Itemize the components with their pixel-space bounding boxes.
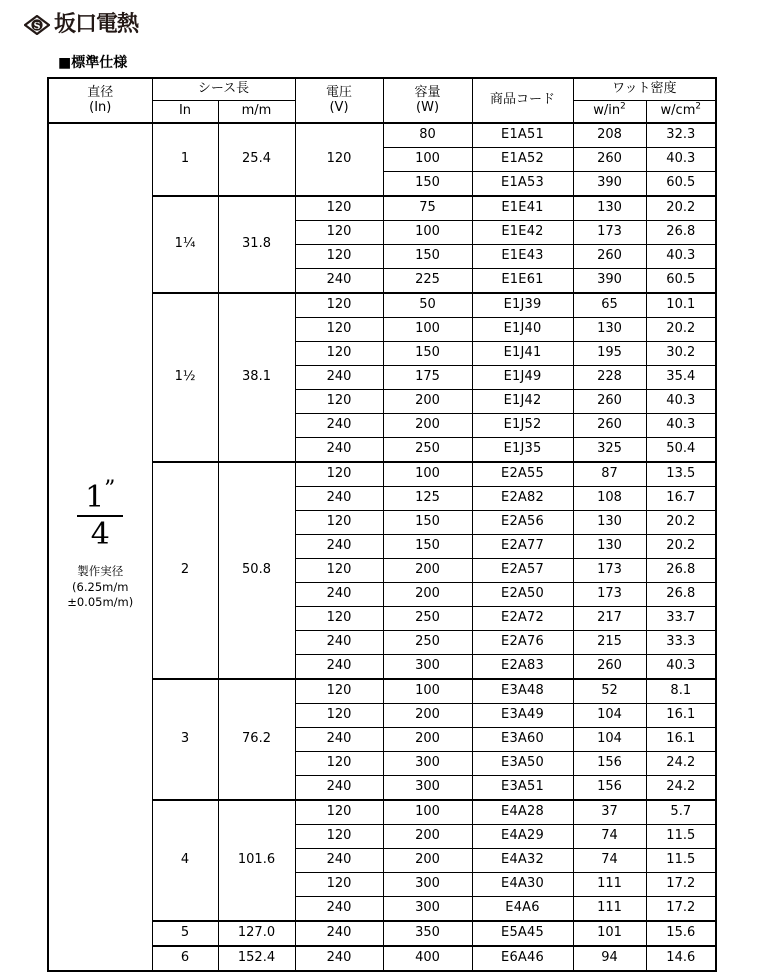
product-code-cell: E1J42 bbox=[472, 390, 573, 414]
diameter-cell bbox=[48, 123, 152, 971]
product-code-cell: E1E43 bbox=[472, 245, 573, 269]
voltage-cell: 240 bbox=[295, 487, 383, 511]
voltage-cell: 240 bbox=[295, 631, 383, 655]
watt-density-cm2-cell: 8.1 bbox=[646, 679, 716, 704]
capacity-cell: 300 bbox=[383, 873, 472, 897]
product-code-cell: E3A50 bbox=[472, 752, 573, 776]
product-code-cell: E1A51 bbox=[472, 123, 573, 148]
capacity-cell: 200 bbox=[383, 583, 472, 607]
header-product-code: 商品コード bbox=[472, 78, 573, 123]
sheath-length-in-cell: 4 bbox=[152, 800, 218, 921]
watt-density-cm2-cell: 5.7 bbox=[646, 800, 716, 825]
sheath-length-in-cell: 3 bbox=[152, 679, 218, 800]
voltage-cell: 120 bbox=[295, 123, 383, 196]
sheath-length-in-cell: 1 bbox=[152, 123, 218, 196]
capacity-cell: 250 bbox=[383, 438, 472, 463]
voltage-cell: 240 bbox=[295, 535, 383, 559]
watt-density-in2-cell: 325 bbox=[573, 438, 646, 463]
voltage-cell: 120 bbox=[295, 511, 383, 535]
header-sheath-mm: m/m bbox=[218, 101, 295, 124]
product-code-cell: E3A51 bbox=[472, 776, 573, 801]
product-code-cell: E4A32 bbox=[472, 849, 573, 873]
capacity-cell: 300 bbox=[383, 897, 472, 922]
capacity-cell: 200 bbox=[383, 704, 472, 728]
watt-density-in2-cell: 156 bbox=[573, 752, 646, 776]
watt-density-in2-cell: 104 bbox=[573, 704, 646, 728]
sheath-length-mm-cell: 31.8 bbox=[218, 196, 295, 293]
watt-density-in2-cell: 215 bbox=[573, 631, 646, 655]
header-voltage-unit: (V) bbox=[329, 99, 349, 115]
capacity-cell: 80 bbox=[383, 123, 472, 148]
product-code-cell: E2A77 bbox=[472, 535, 573, 559]
sheath-length-in-cell: 1¼ bbox=[152, 196, 218, 293]
watt-density-in2-cell: 173 bbox=[573, 221, 646, 245]
capacity-cell: 100 bbox=[383, 318, 472, 342]
product-code-cell: E1E42 bbox=[472, 221, 573, 245]
voltage-cell: 120 bbox=[295, 752, 383, 776]
capacity-cell: 100 bbox=[383, 462, 472, 487]
watt-density-cm2-cell: 17.2 bbox=[646, 873, 716, 897]
voltage-cell: 120 bbox=[295, 462, 383, 487]
header-row-1 bbox=[48, 78, 716, 101]
voltage-cell: 240 bbox=[295, 728, 383, 752]
sheath-length-mm-cell: 38.1 bbox=[218, 293, 295, 462]
watt-density-in2-cell: 111 bbox=[573, 897, 646, 922]
table-row bbox=[48, 123, 716, 148]
product-code-cell: E2A50 bbox=[472, 583, 573, 607]
watt-density-in2-cell: 390 bbox=[573, 172, 646, 197]
watt-density-in2-cell: 65 bbox=[573, 293, 646, 318]
capacity-cell: 200 bbox=[383, 825, 472, 849]
watt-density-cm2-cell: 16.7 bbox=[646, 487, 716, 511]
header-sheath-in: In bbox=[152, 101, 218, 124]
voltage-cell: 120 bbox=[295, 318, 383, 342]
voltage-cell: 120 bbox=[295, 559, 383, 583]
product-code-cell: E6A46 bbox=[472, 946, 573, 971]
watt-density-cm2-cell: 40.3 bbox=[646, 390, 716, 414]
product-code-cell: E1J40 bbox=[472, 318, 573, 342]
watt-density-cm2-cell: 17.2 bbox=[646, 897, 716, 922]
product-code-cell: E1J49 bbox=[472, 366, 573, 390]
header-capacity bbox=[383, 78, 472, 123]
voltage-cell: 240 bbox=[295, 414, 383, 438]
voltage-cell: 120 bbox=[295, 196, 383, 221]
watt-density-in2-cell: 156 bbox=[573, 776, 646, 801]
capacity-cell: 200 bbox=[383, 559, 472, 583]
capacity-cell: 200 bbox=[383, 728, 472, 752]
voltage-cell: 240 bbox=[295, 849, 383, 873]
watt-density-cm2-cell: 16.1 bbox=[646, 728, 716, 752]
product-code-cell: E1A53 bbox=[472, 172, 573, 197]
product-code-cell: E1A52 bbox=[472, 148, 573, 172]
watt-density-in2-cell: 104 bbox=[573, 728, 646, 752]
header-watt-density: ワット密度 bbox=[573, 78, 716, 101]
watt-density-cm2-cell: 20.2 bbox=[646, 318, 716, 342]
watt-density-cm2-cell: 24.2 bbox=[646, 752, 716, 776]
diamond-s-logo-icon bbox=[24, 15, 50, 35]
product-code-cell: E3A48 bbox=[472, 679, 573, 704]
watt-density-cm2-cell: 20.2 bbox=[646, 196, 716, 221]
sheath-length-mm-cell: 101.6 bbox=[218, 800, 295, 921]
watt-density-cm2-cell: 13.5 bbox=[646, 462, 716, 487]
watt-density-cm2-cell: 20.2 bbox=[646, 535, 716, 559]
spec-table-container bbox=[47, 77, 715, 972]
product-code-cell: E3A60 bbox=[472, 728, 573, 752]
capacity-cell: 250 bbox=[383, 607, 472, 631]
capacity-cell: 125 bbox=[383, 487, 472, 511]
watt-density-in2-cell: 260 bbox=[573, 148, 646, 172]
capacity-cell: 50 bbox=[383, 293, 472, 318]
product-code-cell: E3A49 bbox=[472, 704, 573, 728]
capacity-cell: 150 bbox=[383, 511, 472, 535]
diameter-fraction bbox=[77, 477, 123, 553]
product-code-cell: E1J39 bbox=[472, 293, 573, 318]
header-voltage bbox=[295, 78, 383, 123]
watt-density-cm2-cell: 30.2 bbox=[646, 342, 716, 366]
header-watt-cm-exponent: 2 bbox=[695, 101, 701, 112]
watt-density-in2-cell: 130 bbox=[573, 511, 646, 535]
watt-density-cm2-cell: 10.1 bbox=[646, 293, 716, 318]
watt-density-in2-cell: 260 bbox=[573, 414, 646, 438]
voltage-cell: 120 bbox=[295, 679, 383, 704]
sheath-length-mm-cell: 25.4 bbox=[218, 123, 295, 196]
watt-density-in2-cell: 173 bbox=[573, 583, 646, 607]
header-capacity-label: 容量 bbox=[414, 84, 441, 100]
product-code-cell: E5A45 bbox=[472, 921, 573, 946]
capacity-cell: 100 bbox=[383, 221, 472, 245]
watt-density-cm2-cell: 40.3 bbox=[646, 414, 716, 438]
voltage-cell: 240 bbox=[295, 776, 383, 801]
watt-density-cm2-cell: 35.4 bbox=[646, 366, 716, 390]
header-watt-in-label: w/in bbox=[593, 103, 621, 119]
product-code-cell: E2A57 bbox=[472, 559, 573, 583]
table-header bbox=[48, 78, 716, 123]
capacity-cell: 150 bbox=[383, 172, 472, 197]
watt-density-in2-cell: 260 bbox=[573, 245, 646, 269]
watt-density-in2-cell: 37 bbox=[573, 800, 646, 825]
capacity-cell: 100 bbox=[383, 679, 472, 704]
product-code-cell: E2A55 bbox=[472, 462, 573, 487]
capacity-cell: 300 bbox=[383, 752, 472, 776]
capacity-cell: 200 bbox=[383, 390, 472, 414]
header-watt-per-in2 bbox=[573, 101, 646, 124]
watt-density-cm2-cell: 26.8 bbox=[646, 221, 716, 245]
voltage-cell: 120 bbox=[295, 873, 383, 897]
capacity-cell: 100 bbox=[383, 148, 472, 172]
voltage-cell: 120 bbox=[295, 800, 383, 825]
capacity-cell: 200 bbox=[383, 414, 472, 438]
watt-density-in2-cell: 173 bbox=[573, 559, 646, 583]
watt-density-cm2-cell: 11.5 bbox=[646, 825, 716, 849]
product-code-cell: E1J52 bbox=[472, 414, 573, 438]
watt-density-in2-cell: 208 bbox=[573, 123, 646, 148]
watt-density-cm2-cell: 50.4 bbox=[646, 438, 716, 463]
voltage-cell: 240 bbox=[295, 946, 383, 971]
sheath-length-in-cell: 1½ bbox=[152, 293, 218, 462]
header-sheath-length: シース長 bbox=[152, 78, 295, 101]
watt-density-cm2-cell: 60.5 bbox=[646, 269, 716, 294]
voltage-cell: 120 bbox=[295, 221, 383, 245]
voltage-cell: 240 bbox=[295, 655, 383, 680]
voltage-cell: 240 bbox=[295, 269, 383, 294]
watt-density-in2-cell: 101 bbox=[573, 921, 646, 946]
diameter-numerator: 1” bbox=[85, 477, 116, 516]
capacity-cell: 150 bbox=[383, 535, 472, 559]
watt-density-in2-cell: 260 bbox=[573, 655, 646, 680]
watt-density-cm2-cell: 40.3 bbox=[646, 245, 716, 269]
watt-density-cm2-cell: 11.5 bbox=[646, 849, 716, 873]
header-watt-per-cm2 bbox=[646, 101, 716, 124]
watt-density-in2-cell: 74 bbox=[573, 825, 646, 849]
voltage-cell: 240 bbox=[295, 366, 383, 390]
capacity-cell: 400 bbox=[383, 946, 472, 971]
header-diameter bbox=[48, 78, 152, 123]
voltage-cell: 120 bbox=[295, 607, 383, 631]
watt-density-in2-cell: 130 bbox=[573, 535, 646, 559]
product-code-cell: E2A83 bbox=[472, 655, 573, 680]
product-code-cell: E4A6 bbox=[472, 897, 573, 922]
product-code-cell: E2A56 bbox=[472, 511, 573, 535]
voltage-cell: 120 bbox=[295, 293, 383, 318]
voltage-cell: 240 bbox=[295, 438, 383, 463]
sheath-length-in-cell: 6 bbox=[152, 946, 218, 971]
watt-density-cm2-cell: 24.2 bbox=[646, 776, 716, 801]
watt-density-in2-cell: 52 bbox=[573, 679, 646, 704]
capacity-cell: 350 bbox=[383, 921, 472, 946]
watt-density-cm2-cell: 33.7 bbox=[646, 607, 716, 631]
watt-density-in2-cell: 94 bbox=[573, 946, 646, 971]
product-code-cell: E1E61 bbox=[472, 269, 573, 294]
watt-density-cm2-cell: 20.2 bbox=[646, 511, 716, 535]
watt-density-cm2-cell: 32.3 bbox=[646, 123, 716, 148]
product-code-cell: E1E41 bbox=[472, 196, 573, 221]
product-code-cell: E4A29 bbox=[472, 825, 573, 849]
watt-density-in2-cell: 260 bbox=[573, 390, 646, 414]
product-code-cell: E2A76 bbox=[472, 631, 573, 655]
product-code-cell: E2A82 bbox=[472, 487, 573, 511]
watt-density-in2-cell: 195 bbox=[573, 342, 646, 366]
product-code-cell: E1J35 bbox=[472, 438, 573, 463]
header-diameter-label: 直径 bbox=[87, 84, 114, 100]
watt-density-cm2-cell: 40.3 bbox=[646, 655, 716, 680]
voltage-cell: 240 bbox=[295, 897, 383, 922]
watt-density-cm2-cell: 14.6 bbox=[646, 946, 716, 971]
product-code-cell: E1J41 bbox=[472, 342, 573, 366]
capacity-cell: 300 bbox=[383, 655, 472, 680]
voltage-cell: 240 bbox=[295, 583, 383, 607]
capacity-cell: 150 bbox=[383, 245, 472, 269]
watt-density-in2-cell: 217 bbox=[573, 607, 646, 631]
capacity-cell: 150 bbox=[383, 342, 472, 366]
watt-density-in2-cell: 87 bbox=[573, 462, 646, 487]
brand-name: 坂口電熱 bbox=[54, 12, 139, 37]
header-capacity-unit: (W) bbox=[416, 99, 440, 115]
watt-density-in2-cell: 228 bbox=[573, 366, 646, 390]
watt-density-in2-cell: 390 bbox=[573, 269, 646, 294]
product-code-cell: E4A28 bbox=[472, 800, 573, 825]
watt-density-cm2-cell: 26.8 bbox=[646, 583, 716, 607]
sheath-length-in-cell: 2 bbox=[152, 462, 218, 679]
header-diameter-unit: (In) bbox=[89, 99, 112, 115]
capacity-cell: 75 bbox=[383, 196, 472, 221]
sheath-length-mm-cell: 76.2 bbox=[218, 679, 295, 800]
capacity-cell: 250 bbox=[383, 631, 472, 655]
sheath-length-mm-cell: 152.4 bbox=[218, 946, 295, 971]
table-body bbox=[48, 123, 716, 971]
watt-density-cm2-cell: 33.3 bbox=[646, 631, 716, 655]
svg-text:S: S bbox=[33, 21, 41, 33]
product-code-cell: E4A30 bbox=[472, 873, 573, 897]
watt-density-cm2-cell: 15.6 bbox=[646, 921, 716, 946]
voltage-cell: 120 bbox=[295, 390, 383, 414]
watt-density-in2-cell: 108 bbox=[573, 487, 646, 511]
watt-density-in2-cell: 130 bbox=[573, 196, 646, 221]
capacity-cell: 100 bbox=[383, 800, 472, 825]
header-voltage-label: 電圧 bbox=[326, 84, 353, 100]
capacity-cell: 175 bbox=[383, 366, 472, 390]
sheath-length-mm-cell: 50.8 bbox=[218, 462, 295, 679]
inch-prime-icon: ” bbox=[104, 477, 116, 503]
header-watt-in-exponent: 2 bbox=[620, 101, 626, 112]
voltage-cell: 120 bbox=[295, 825, 383, 849]
voltage-cell: 240 bbox=[295, 921, 383, 946]
watt-density-cm2-cell: 40.3 bbox=[646, 148, 716, 172]
watt-density-cm2-cell: 26.8 bbox=[646, 559, 716, 583]
sheath-length-mm-cell: 127.0 bbox=[218, 921, 295, 946]
brand-logo bbox=[24, 14, 138, 36]
section-heading: ■標準仕様 bbox=[58, 55, 128, 71]
voltage-cell: 120 bbox=[295, 342, 383, 366]
watt-density-in2-cell: 74 bbox=[573, 849, 646, 873]
diameter-note: 製作実径 (6.25m/m ±0.05m/m) bbox=[67, 564, 134, 610]
watt-density-cm2-cell: 16.1 bbox=[646, 704, 716, 728]
voltage-cell: 120 bbox=[295, 245, 383, 269]
standard-spec-table bbox=[47, 77, 717, 972]
capacity-cell: 225 bbox=[383, 269, 472, 294]
sheath-length-in-cell: 5 bbox=[152, 921, 218, 946]
capacity-cell: 200 bbox=[383, 849, 472, 873]
header-watt-cm-label: w/cm bbox=[660, 103, 696, 119]
watt-density-in2-cell: 130 bbox=[573, 318, 646, 342]
product-code-cell: E2A72 bbox=[472, 607, 573, 631]
watt-density-cm2-cell: 60.5 bbox=[646, 172, 716, 197]
watt-density-in2-cell: 111 bbox=[573, 873, 646, 897]
voltage-cell: 120 bbox=[295, 704, 383, 728]
capacity-cell: 300 bbox=[383, 776, 472, 801]
diameter-denominator: 4 bbox=[90, 517, 110, 553]
